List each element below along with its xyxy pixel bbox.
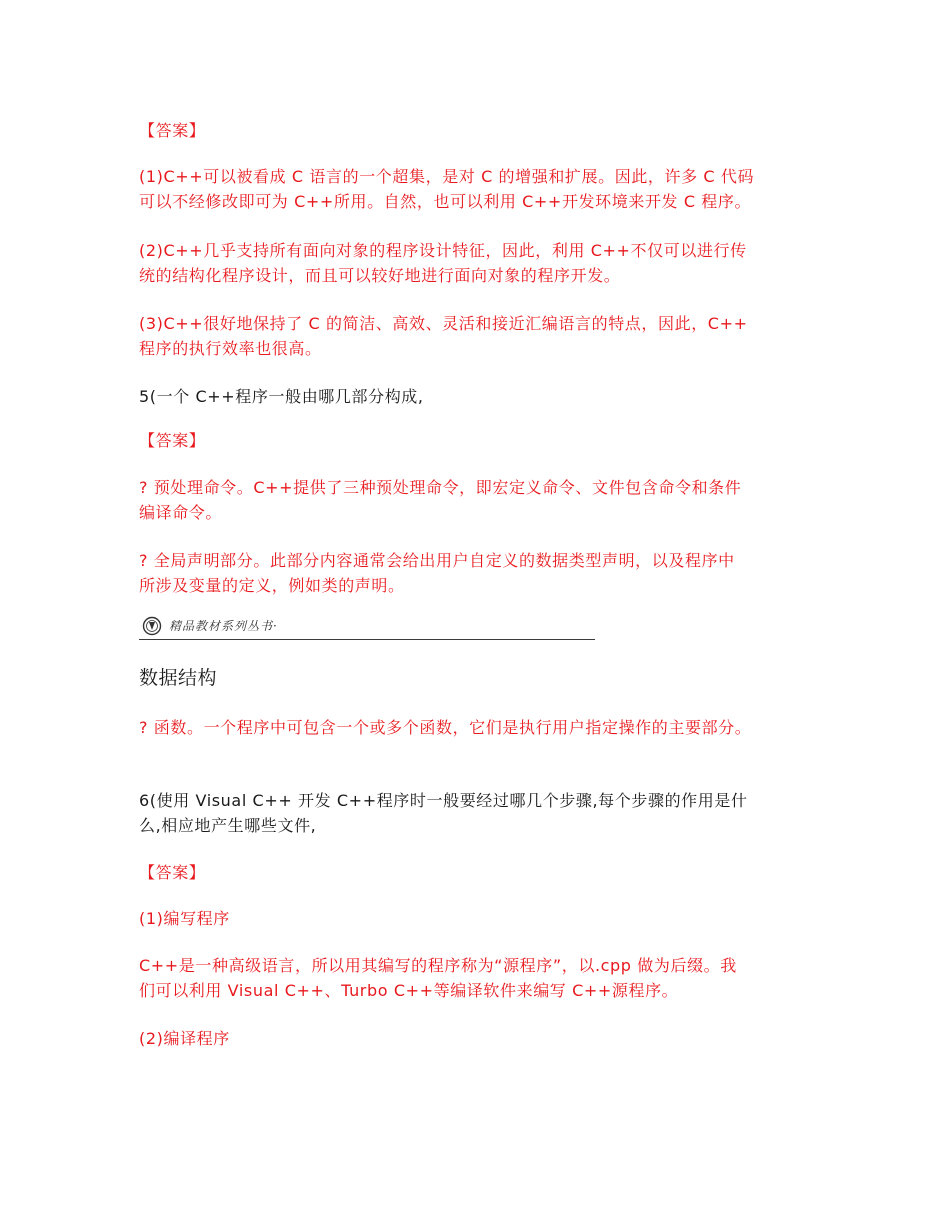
step-2-heading: (2)编译程序 [139,1029,230,1048]
answer-label: 【答案】 [139,121,206,140]
question-6: 6(使用 Visual C++ 开发 C++程序时一般要经过哪几个步骤,每个步骤的作用是什 么,相应地产生哪些文件, [139,791,748,835]
banner-text: 精品教材系列丛书· [169,619,278,633]
banner-rule [139,639,595,640]
step-1-heading: (1)编写程序 [139,909,230,928]
answer-item-preprocess: ? 预处理命令。C++提供了三种预处理命令，即宏定义命令、文件包含命令和条件 编译命令。 [139,478,742,522]
section-heading: 数据结构 [139,667,218,689]
seal-logo-icon [142,616,162,636]
answer-item-global-declaration: ? 全局声明部分。此部分内容通常会给出用户自定义的数据类型声明，以及程序中 所涉及变量的定义，例如类的声明。 [139,551,735,595]
answer-label: 【答案】 [139,863,206,882]
answer-paragraph-3: (3)C++很好地保持了 C 的简洁、高效、灵活和接近汇编语言的特点，因此，C++ 程序的执行效率也很高。 [139,314,748,358]
answer-paragraph-1: (1)C++可以被看成 C 语言的一个超集，是对 C 的增强和扩展。因此，许多 C 代码 可以不经修改即可为 C++所用。自然，也可以利用 C++开发环境来开发 C 程序。 [139,167,755,211]
series-banner [139,614,595,640]
step-1-description: C++是一种高级语言，所以用其编写的程序称为“源程序”，以.cpp 做为后缀。我 们可以利用 Visual C++、Turbo C++等编译软件来编写 C++源程序。 [139,956,737,1000]
answer-paragraph-2: (2)C++几乎支持所有面向对象的程序设计特征，因此，利用 C++不仅可以进行传 统的结构化程序设计，而且可以较好地进行面向对象的程序开发。 [139,241,747,285]
answer-item-functions: ? 函数。一个程序中可包含一个或多个函数，它们是执行用户指定操作的主要部分。 [139,718,752,737]
answer-label: 【答案】 [139,431,206,450]
question-5: 5(一个 C++程序一般由哪几部分构成, [139,387,424,406]
